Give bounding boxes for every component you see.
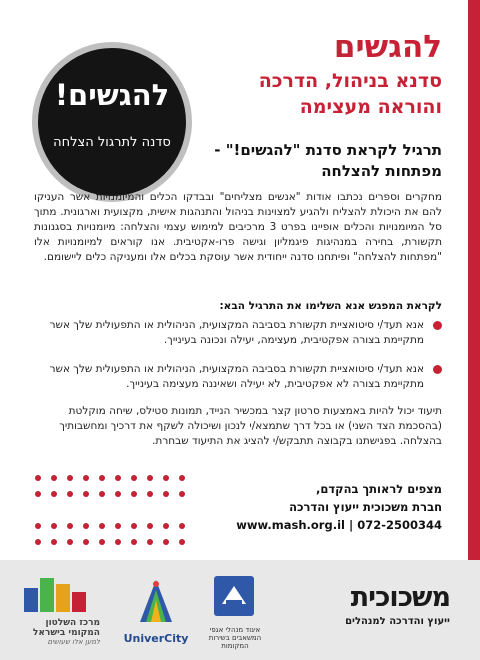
- intro-paragraph: מחקרים וספרים נכתבו אודות "אנשים מצליחים" ובבדקו הכלים והמיומנויות אשר העניקו להם את היכולת להצליח ולהגיע למצוינות בניהול והתנהגות אישית, מקצועית וארגונית. מתוך סל המיומנויות והכלים אופיינו בפרט 3 מרכיבים למימוש עצמי והצלחה: מיומנויות בסגנונות תקשורת, בחירה במנהיגות פיגמליון וגישה פרו-אקטיבית. אנו קוראים למיומנויות אלו "מפתחות להצלחה" ופיתחנו סדנה ייחודית אשר עוסקת בכלים אלו ומעניקה כלים ליישומם.: [34, 191, 442, 263]
- red-dot-icon: [433, 321, 442, 330]
- red-dot-icon: [433, 365, 442, 374]
- separator: |: [348, 518, 354, 532]
- section-label: לקראת המפגש אנא השלימו את התרגיל הבא:: [219, 300, 442, 312]
- accent-bar: [468, 0, 480, 560]
- list-item: [34, 362, 442, 392]
- center-script: למען אלו שעושים: [47, 638, 100, 646]
- center-name: מרכז השלטון המקומי בישראל: [32, 618, 100, 638]
- list-item: [34, 318, 442, 348]
- page-title: להגשים: [333, 29, 442, 65]
- univercity-logo: [122, 576, 190, 650]
- univercity-name: UniverCity: [123, 632, 189, 645]
- bullet-text: אנא תעד/י סיטואציית תקשורת בסביבה המקצועית, הניהולית או התפעולית שלך אשר מתקיימת בצורה לא אפקטיבית, לא יעילה ושאיננה מעצימה בעינייך.: [49, 363, 424, 390]
- contact-details: [212, 516, 442, 534]
- footer: [0, 560, 480, 660]
- circle-badge-icon: [32, 42, 192, 202]
- badge-main-text: להגשים!: [54, 78, 170, 112]
- website-link[interactable]: www.mash.org.il: [236, 518, 345, 532]
- contact-block: [212, 480, 442, 534]
- page-subtitle: סדנא בניהול, הדרכה והוראה מעצימה: [258, 70, 442, 118]
- mashkochit-tagline: ייעוץ והדרכה למנהלים: [345, 616, 450, 627]
- mashkochit-logo: [300, 582, 450, 627]
- mashkochit-name: משכוכית: [350, 582, 450, 613]
- decorative-dots-icon: [32, 520, 192, 560]
- local-government-center-logo: [20, 570, 100, 652]
- badge-sub-text: סדנה לתרגול הצלחה: [53, 135, 171, 150]
- contact-greeting: מצפים לראותך בהקדם,: [315, 482, 442, 496]
- phone-number[interactable]: 072-2500344: [357, 518, 442, 532]
- bullet-text: אנא תעד/י סיטואציית תקשורת בסביבה המקצועית, הניהולית או התפעולית שלך אשר מתקיימת בצורה אפקטיבית, מעצימה, יעילה ונכונה בעינייך.: [49, 319, 424, 346]
- mahat-caption: איגוד מנהלי אגפי המשאבים בשירות המקומות: [208, 626, 262, 650]
- company-name: חברת משכוכית ייעוץ והדרכה: [289, 500, 442, 514]
- bullet-list: [34, 318, 442, 406]
- local-government-center-logo-icon: [20, 570, 100, 614]
- closing-paragraph: תיעוד יכול להיות באמצעות סרטון קצר במכשיר הנייד, תמונות סטילס, שיחה מוקלטת (בהסכמת הצד השני) או בכל דרך שתמצא/י לנכון ושיכולה לשקף את דרכיך ומחשבותיך בהצלחה. בפגישתנו בקבוצה תתבקש/י להציג את התיעוד שבחרת.: [59, 405, 442, 447]
- mahat-logo-icon: [206, 574, 264, 622]
- univercity-logo-icon: [122, 576, 190, 628]
- decorative-dots-icon: [32, 472, 192, 512]
- mahat-logo: [206, 574, 264, 648]
- exercise-title: תרגיל לקראת סדנת "להגשים!" - מפתחות להצלחה: [214, 141, 442, 180]
